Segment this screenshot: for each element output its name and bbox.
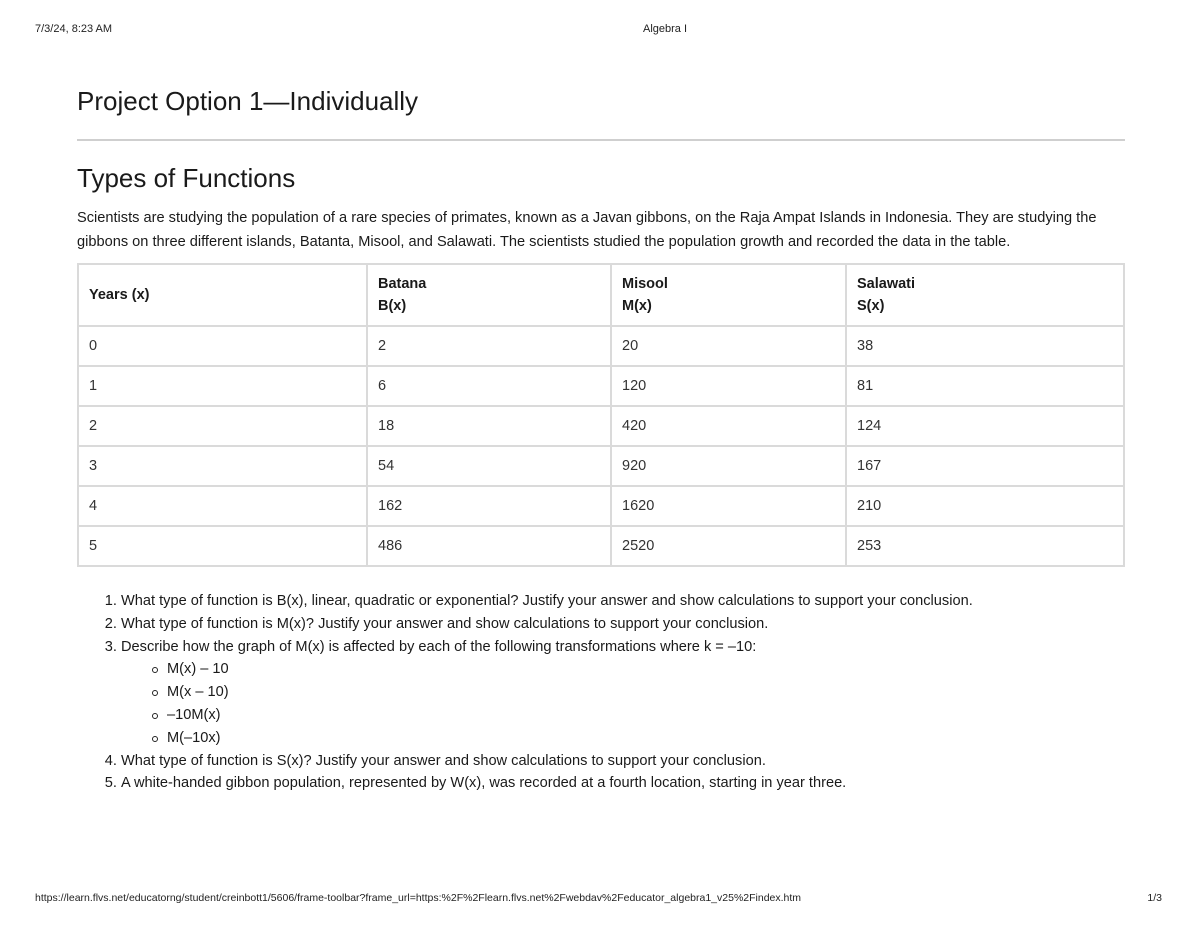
question-item: 1. What type of function is B(x), linear, quadratic or exponential? Justify your answer and show calculations to support your conclusion. (121, 590, 1125, 613)
question-item: 5. A white-handed gibbon population, represented by W(x), was recorded at a fourth location, starting in year three. (121, 772, 1125, 795)
table-header-row (78, 264, 1124, 326)
table-cell: 6 (367, 366, 611, 406)
question-item: 2. What type of function is M(x)? Justify your answer and show calculations to support your conclusion. (121, 613, 1125, 636)
column-header-salawati (846, 264, 1124, 326)
table-cell: 486 (367, 526, 611, 566)
table-cell: 2 (78, 406, 367, 446)
table-cell: 253 (846, 526, 1124, 566)
table-cell: 4 (78, 486, 367, 526)
question-item (121, 636, 1125, 750)
column-header-batana (367, 264, 611, 326)
table-cell: 5 (78, 526, 367, 566)
table-row (78, 366, 1124, 406)
column-header-misool (611, 264, 846, 326)
table-cell: 120 (611, 366, 846, 406)
column-header-line2: M(x) (622, 298, 652, 314)
population-table (77, 263, 1125, 567)
column-header-line2: S(x) (857, 298, 885, 314)
column-header-line2: B(x) (378, 298, 407, 314)
transformation-item: M(x – 10) (167, 681, 1125, 704)
table-cell: 54 (367, 446, 611, 486)
intro-paragraph: Scientists are studying the population of a rare species of primates, known as a Javan gibbons, on the Raja Ampat Islands in Indonesia. They are studying the gibbons on three different islands, Batanta, Misool, and Salawati. The scientists studied the population growth and recorded the data in the table. (77, 210, 1097, 250)
question-list (77, 590, 1125, 795)
table-cell: 210 (846, 486, 1124, 526)
table-cell: 18 (367, 406, 611, 446)
table-cell: 920 (611, 446, 846, 486)
print-url: https://learn.flvs.net/educatorng/student/creinbott1/5606/frame-toolbar?frame_url=https:%2F%2Flearn.flvs.net%2Fwebdav%2Feducator_algebra1_v25%2Findex.htm (35, 892, 802, 904)
table-row (78, 446, 1124, 486)
page-title: Project Option 1—Individually (77, 86, 1125, 141)
question-item: 4. What type of function is S(x)? Justify your answer and show calculations to support your conclusion. (121, 750, 1125, 773)
print-datetime: 7/3/24, 8:23 AM (35, 23, 113, 35)
transformation-list (121, 658, 1125, 749)
table-cell: 420 (611, 406, 846, 446)
column-header-line1: Misool (622, 276, 668, 292)
table-cell: 167 (846, 446, 1124, 486)
transformation-item: M(–10x) (167, 727, 1125, 750)
print-page-title: Algebra I (642, 23, 688, 35)
section-title: Types of Functions (77, 163, 296, 193)
transformation-item: M(x) – 10 (167, 658, 1125, 681)
question-text: Describe how the graph of M(x) is affected by each of the following transformations where k = –10: (121, 638, 757, 655)
table-row (78, 406, 1124, 446)
table-row (78, 486, 1124, 526)
column-header-line2: Years (x) (89, 287, 150, 303)
table-cell: 0 (78, 326, 367, 366)
table-cell: 20 (611, 326, 846, 366)
table-cell: 2520 (611, 526, 846, 566)
table-row (78, 526, 1124, 566)
column-header-line1: Batana (378, 276, 427, 292)
table-row (78, 326, 1124, 366)
table-cell: 38 (846, 326, 1124, 366)
table-cell: 124 (846, 406, 1124, 446)
table-cell: 2 (367, 326, 611, 366)
page-number: 1/3 (1147, 892, 1162, 904)
table-cell: 1 (78, 366, 367, 406)
column-header-line1: Salawati (857, 276, 916, 292)
table-cell: 81 (846, 366, 1124, 406)
table-cell: 3 (78, 446, 367, 486)
transformation-item: –10M(x) (167, 704, 1125, 727)
column-header-years (78, 264, 367, 326)
main-content (77, 86, 1125, 795)
table-cell: 1620 (611, 486, 846, 526)
table-cell: 162 (367, 486, 611, 526)
